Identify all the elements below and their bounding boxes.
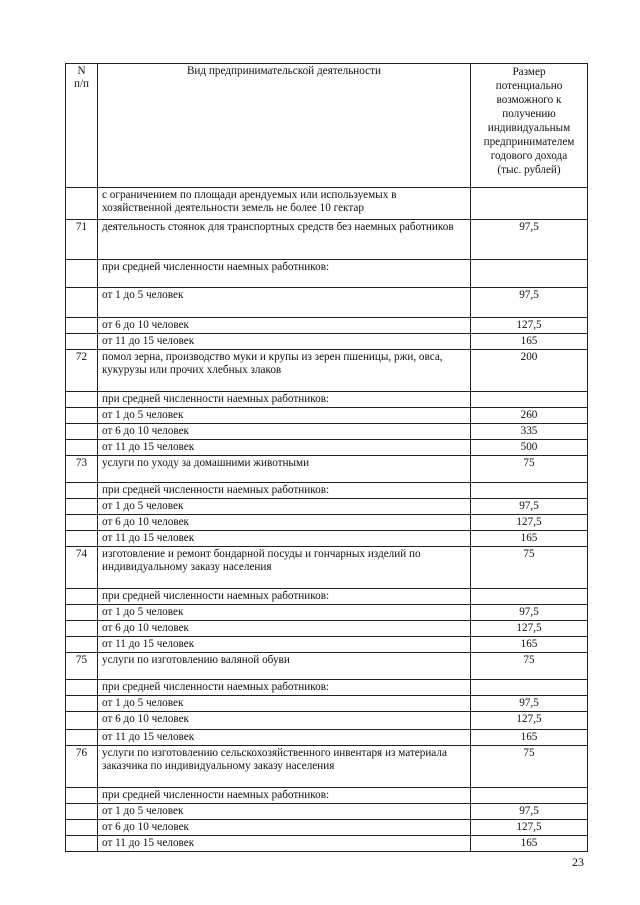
row-activity-cell xyxy=(98,408,471,424)
row-number-cell xyxy=(66,483,98,499)
table-header-row xyxy=(66,64,588,188)
row-number-cell xyxy=(66,499,98,515)
row-value: 165 xyxy=(520,837,538,849)
row-value-cell xyxy=(471,531,588,547)
row-activity-cell xyxy=(98,746,471,788)
table-row xyxy=(66,804,588,820)
row-value-cell xyxy=(471,746,588,788)
row-activity: от 6 до 10 человек xyxy=(102,713,189,725)
row-value-cell xyxy=(471,392,588,408)
row-value: 97,5 xyxy=(519,289,539,301)
row-value-cell xyxy=(471,288,588,318)
table-row xyxy=(66,440,588,456)
row-activity-cell xyxy=(98,653,471,680)
row-number: 74 xyxy=(75,548,88,560)
row-activity: от 11 до 15 человек xyxy=(102,731,195,743)
row-activity: услуги по изготовлению сельскохозяйственного инвентаря из материала заказчика по индивидуальному заказу населения xyxy=(102,747,447,772)
row-value: 97,5 xyxy=(519,606,539,618)
row-value: 75 xyxy=(523,747,535,759)
table-row xyxy=(66,589,588,605)
row-number-cell xyxy=(66,712,98,730)
row-value-cell xyxy=(471,350,588,392)
table-row xyxy=(66,621,588,637)
row-activity-cell xyxy=(98,696,471,712)
row-activity-cell xyxy=(98,605,471,621)
row-activity-cell xyxy=(98,531,471,547)
row-activity-cell xyxy=(98,483,471,499)
row-value-cell xyxy=(471,440,588,456)
table-row xyxy=(66,788,588,804)
row-value-cell xyxy=(471,653,588,680)
table-row xyxy=(66,260,588,288)
row-number-cell xyxy=(66,621,98,637)
row-number-cell xyxy=(66,188,98,220)
row-activity: от 6 до 10 человек xyxy=(102,821,189,833)
table-row xyxy=(66,456,588,483)
row-value: 200 xyxy=(520,351,538,363)
row-value-cell xyxy=(471,408,588,424)
header-number: N п/п xyxy=(73,65,90,90)
row-activity: услуги по изготовлению валяной обуви xyxy=(102,654,290,666)
row-value-cell xyxy=(471,499,588,515)
row-number-cell xyxy=(66,804,98,820)
row-value-cell xyxy=(471,621,588,637)
row-value-cell xyxy=(471,836,588,852)
row-value: 127,5 xyxy=(516,319,542,331)
table-row xyxy=(66,424,588,440)
row-number: 71 xyxy=(75,221,88,233)
table-row xyxy=(66,515,588,531)
table-row xyxy=(66,408,588,424)
row-activity-cell xyxy=(98,836,471,852)
row-activity: от 6 до 10 человек xyxy=(102,425,189,437)
row-value: 165 xyxy=(520,335,538,347)
row-activity-cell xyxy=(98,637,471,653)
row-number-cell xyxy=(66,515,98,531)
row-value: 127,5 xyxy=(516,622,542,634)
row-activity-cell xyxy=(98,547,471,589)
table-row xyxy=(66,653,588,680)
row-activity: от 1 до 5 человек xyxy=(102,805,184,817)
header-number-cell xyxy=(66,64,98,188)
row-value-cell xyxy=(471,820,588,836)
row-value: 500 xyxy=(520,441,538,453)
row-activity: от 1 до 5 человек xyxy=(102,697,184,709)
row-value-cell xyxy=(471,318,588,334)
row-activity: от 11 до 15 человек xyxy=(102,837,195,849)
row-activity: от 6 до 10 человек xyxy=(102,319,189,331)
row-number-cell xyxy=(66,531,98,547)
row-number-cell xyxy=(66,334,98,350)
row-activity: при средней численности наемных работников: xyxy=(102,789,330,801)
row-value-cell xyxy=(471,483,588,499)
row-activity-cell xyxy=(98,318,471,334)
row-number-cell xyxy=(66,746,98,788)
table-row xyxy=(66,836,588,852)
row-activity-cell xyxy=(98,392,471,408)
table-row xyxy=(66,680,588,696)
row-value: 97,5 xyxy=(519,500,539,512)
row-activity: при средней численности наемных работников: xyxy=(102,681,330,693)
row-number: 72 xyxy=(75,351,88,363)
row-value-cell xyxy=(471,260,588,288)
table-row xyxy=(66,730,588,746)
header-value-cell xyxy=(471,64,588,188)
row-value-cell xyxy=(471,637,588,653)
row-activity: при средней численности наемных работников: xyxy=(102,393,330,405)
row-activity-cell xyxy=(98,730,471,746)
table-row xyxy=(66,483,588,499)
row-activity-cell xyxy=(98,424,471,440)
row-number-cell xyxy=(66,589,98,605)
row-number-cell xyxy=(66,408,98,424)
header-activity-cell xyxy=(98,64,471,188)
table-row xyxy=(66,350,588,392)
row-value-cell xyxy=(471,589,588,605)
row-value: 75 xyxy=(523,457,535,469)
row-activity: помол зерна, производство муки и крупы из зерен пшеницы, ржи, овса, кукурузы или прочих хлебных злаков xyxy=(102,351,443,376)
row-value-cell xyxy=(471,188,588,220)
row-activity: от 1 до 5 человек xyxy=(102,289,184,301)
row-value-cell xyxy=(471,605,588,621)
row-number: 76 xyxy=(75,747,88,759)
row-activity-cell xyxy=(98,515,471,531)
table-row xyxy=(66,547,588,589)
table-row xyxy=(66,392,588,408)
table-row xyxy=(66,288,588,318)
row-value: 127,5 xyxy=(516,516,542,528)
header-value: Размер потенциально возможного к получению индивидуальным предпринимателем годового дохода (тыс. рублей) xyxy=(483,66,575,176)
row-number-cell xyxy=(66,653,98,680)
row-number-cell xyxy=(66,696,98,712)
row-number-cell xyxy=(66,220,98,260)
row-number-cell xyxy=(66,424,98,440)
row-number-cell xyxy=(66,260,98,288)
table-row xyxy=(66,220,588,260)
row-activity: от 11 до 15 человек xyxy=(102,638,195,650)
row-value-cell xyxy=(471,547,588,589)
table-row xyxy=(66,318,588,334)
row-value: 165 xyxy=(520,731,538,743)
row-activity-cell xyxy=(98,788,471,804)
table-row xyxy=(66,499,588,515)
row-activity: от 1 до 5 человек xyxy=(102,500,184,512)
row-value-cell xyxy=(471,456,588,483)
row-activity-cell xyxy=(98,820,471,836)
row-value: 165 xyxy=(520,638,538,650)
row-value: 75 xyxy=(523,654,535,666)
row-value: 127,5 xyxy=(516,713,542,725)
row-activity: при средней численности наемных работников: xyxy=(102,590,330,602)
row-value: 335 xyxy=(520,425,538,437)
row-value-cell xyxy=(471,730,588,746)
table-row xyxy=(66,334,588,350)
row-value-cell xyxy=(471,788,588,804)
row-activity-cell xyxy=(98,589,471,605)
row-activity: при средней численности наемных работников: xyxy=(102,261,330,273)
row-number-cell xyxy=(66,547,98,589)
header-activity: Вид предпринимательской деятельности xyxy=(186,65,382,77)
row-value: 260 xyxy=(520,409,538,421)
row-activity-cell xyxy=(98,621,471,637)
table-row xyxy=(66,188,588,220)
row-activity: при средней численности наемных работников: xyxy=(102,484,330,496)
row-activity: от 6 до 10 человек xyxy=(102,516,189,528)
row-activity: деятельность стоянок для транспортных средств без наемных работников xyxy=(102,221,454,233)
row-activity-cell xyxy=(98,188,471,220)
row-activity: от 1 до 5 человек xyxy=(102,606,184,618)
row-value: 165 xyxy=(520,532,538,544)
table-row xyxy=(66,531,588,547)
table-row xyxy=(66,746,588,788)
row-value: 75 xyxy=(523,548,535,560)
row-value: 97,5 xyxy=(519,697,539,709)
row-value-cell xyxy=(471,424,588,440)
row-value-cell xyxy=(471,804,588,820)
row-number-cell xyxy=(66,440,98,456)
table-row xyxy=(66,637,588,653)
row-number-cell xyxy=(66,318,98,334)
row-activity: услуги по уходу за домашними животными xyxy=(102,457,310,469)
row-number-cell xyxy=(66,392,98,408)
row-activity-cell xyxy=(98,440,471,456)
row-activity-cell xyxy=(98,260,471,288)
row-value-cell xyxy=(471,680,588,696)
row-number: 73 xyxy=(75,457,88,469)
row-activity-cell xyxy=(98,712,471,730)
row-value: 127,5 xyxy=(516,821,542,833)
row-activity: от 11 до 15 человек xyxy=(102,532,195,544)
row-activity-cell xyxy=(98,499,471,515)
row-value-cell xyxy=(471,515,588,531)
row-number: 75 xyxy=(75,654,88,666)
row-number-cell xyxy=(66,350,98,392)
page-number: 23 xyxy=(572,855,584,869)
table-row xyxy=(66,820,588,836)
row-activity-cell xyxy=(98,220,471,260)
row-activity-cell xyxy=(98,804,471,820)
row-activity-cell xyxy=(98,288,471,318)
row-activity: с ограничением по площади арендуемых или используемых в хозяйственной деятельности земель не более 10 гектар xyxy=(102,189,397,214)
row-activity: от 1 до 5 человек xyxy=(102,409,184,421)
row-number-cell xyxy=(66,637,98,653)
row-number-cell xyxy=(66,836,98,852)
row-activity-cell xyxy=(98,456,471,483)
row-activity-cell xyxy=(98,350,471,392)
row-number-cell xyxy=(66,288,98,318)
row-activity-cell xyxy=(98,334,471,350)
row-number-cell xyxy=(66,605,98,621)
row-number-cell xyxy=(66,820,98,836)
row-activity: от 11 до 15 человек xyxy=(102,335,195,347)
row-value: 97,5 xyxy=(519,221,539,233)
row-number-cell xyxy=(66,730,98,746)
table-row xyxy=(66,712,588,730)
table-row xyxy=(66,696,588,712)
row-value-cell xyxy=(471,712,588,730)
row-value-cell xyxy=(471,334,588,350)
row-value-cell xyxy=(471,696,588,712)
row-number-cell xyxy=(66,456,98,483)
row-activity: от 11 до 15 человек xyxy=(102,441,195,453)
activity-income-table xyxy=(65,63,588,852)
row-activity: изготовление и ремонт бондарной посуды и гончарных изделий по индивидуальному заказу населения xyxy=(102,548,421,573)
row-number-cell xyxy=(66,788,98,804)
table-row xyxy=(66,605,588,621)
row-number-cell xyxy=(66,680,98,696)
row-activity: от 6 до 10 человек xyxy=(102,622,189,634)
row-activity-cell xyxy=(98,680,471,696)
row-value: 97,5 xyxy=(519,805,539,817)
row-value-cell xyxy=(471,220,588,260)
